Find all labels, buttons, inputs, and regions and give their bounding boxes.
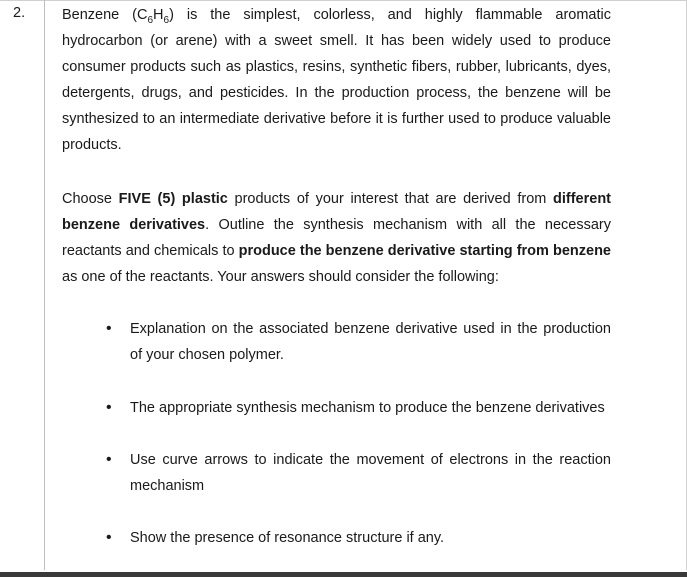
task-text-2: products of your interest that are derived from <box>227 191 554 207</box>
subscript-hydrogen: 6 <box>163 14 170 26</box>
list-item <box>106 395 611 421</box>
bullet-icon: • <box>106 529 112 546</box>
bullet-icon: • <box>106 399 112 416</box>
subscript-carbon: 6 <box>147 14 154 26</box>
number-column-divider <box>44 0 45 570</box>
top-border <box>0 0 687 1</box>
task-bold-2: different benzene derivatives <box>62 191 612 233</box>
list-item-text: Show the presence of resonance structure if any. <box>130 530 445 546</box>
task-text-1: Choose <box>62 191 119 207</box>
task-text-3: . Outline the synthesis mechanism with all the necessary reactants and chemicals to <box>62 217 611 259</box>
requirements-list <box>106 316 611 551</box>
list-item-text: Explanation on the associated benzene derivative used in the production of your chosen polymer. <box>130 321 611 363</box>
bullet-icon: • <box>106 320 112 337</box>
list-item-text: The appropriate synthesis mechanism to produce the benzene derivatives <box>130 400 605 416</box>
task-bold-3: produce the benzene derivative starting from benzene <box>238 243 611 259</box>
task-bold-1: FIVE (5) plastic <box>118 191 228 207</box>
intro-text-2: H <box>153 7 164 23</box>
bullet-icon: • <box>106 451 112 468</box>
question-number: 2. <box>13 5 26 21</box>
list-item-text: Use curve arrows to indicate the movement of electrons in the reaction mechanism <box>130 452 611 494</box>
task-paragraph <box>62 186 611 290</box>
intro-paragraph <box>62 2 611 158</box>
list-item <box>106 525 611 551</box>
intro-text-1: Benzene (C <box>62 7 148 23</box>
intro-text-3: ) is the simplest, colorless, and highly flammable aromatic hydrocarbon (or arene) with a sweet smell. It has been widely used to produce consumer products such as plastics, resins, synthetic fibers, rubber, lubricants, dyes, detergents, drugs, and pesticides. In the production process, the benzene will be synthesized to an intermediate derivative before it is further used to produce valuable products. <box>62 7 612 153</box>
list-item <box>106 447 611 499</box>
task-text-4: as one of the reactants. Your answers should consider the following: <box>62 269 499 285</box>
list-item <box>106 316 611 368</box>
bottom-scrollbar[interactable] <box>0 572 687 577</box>
